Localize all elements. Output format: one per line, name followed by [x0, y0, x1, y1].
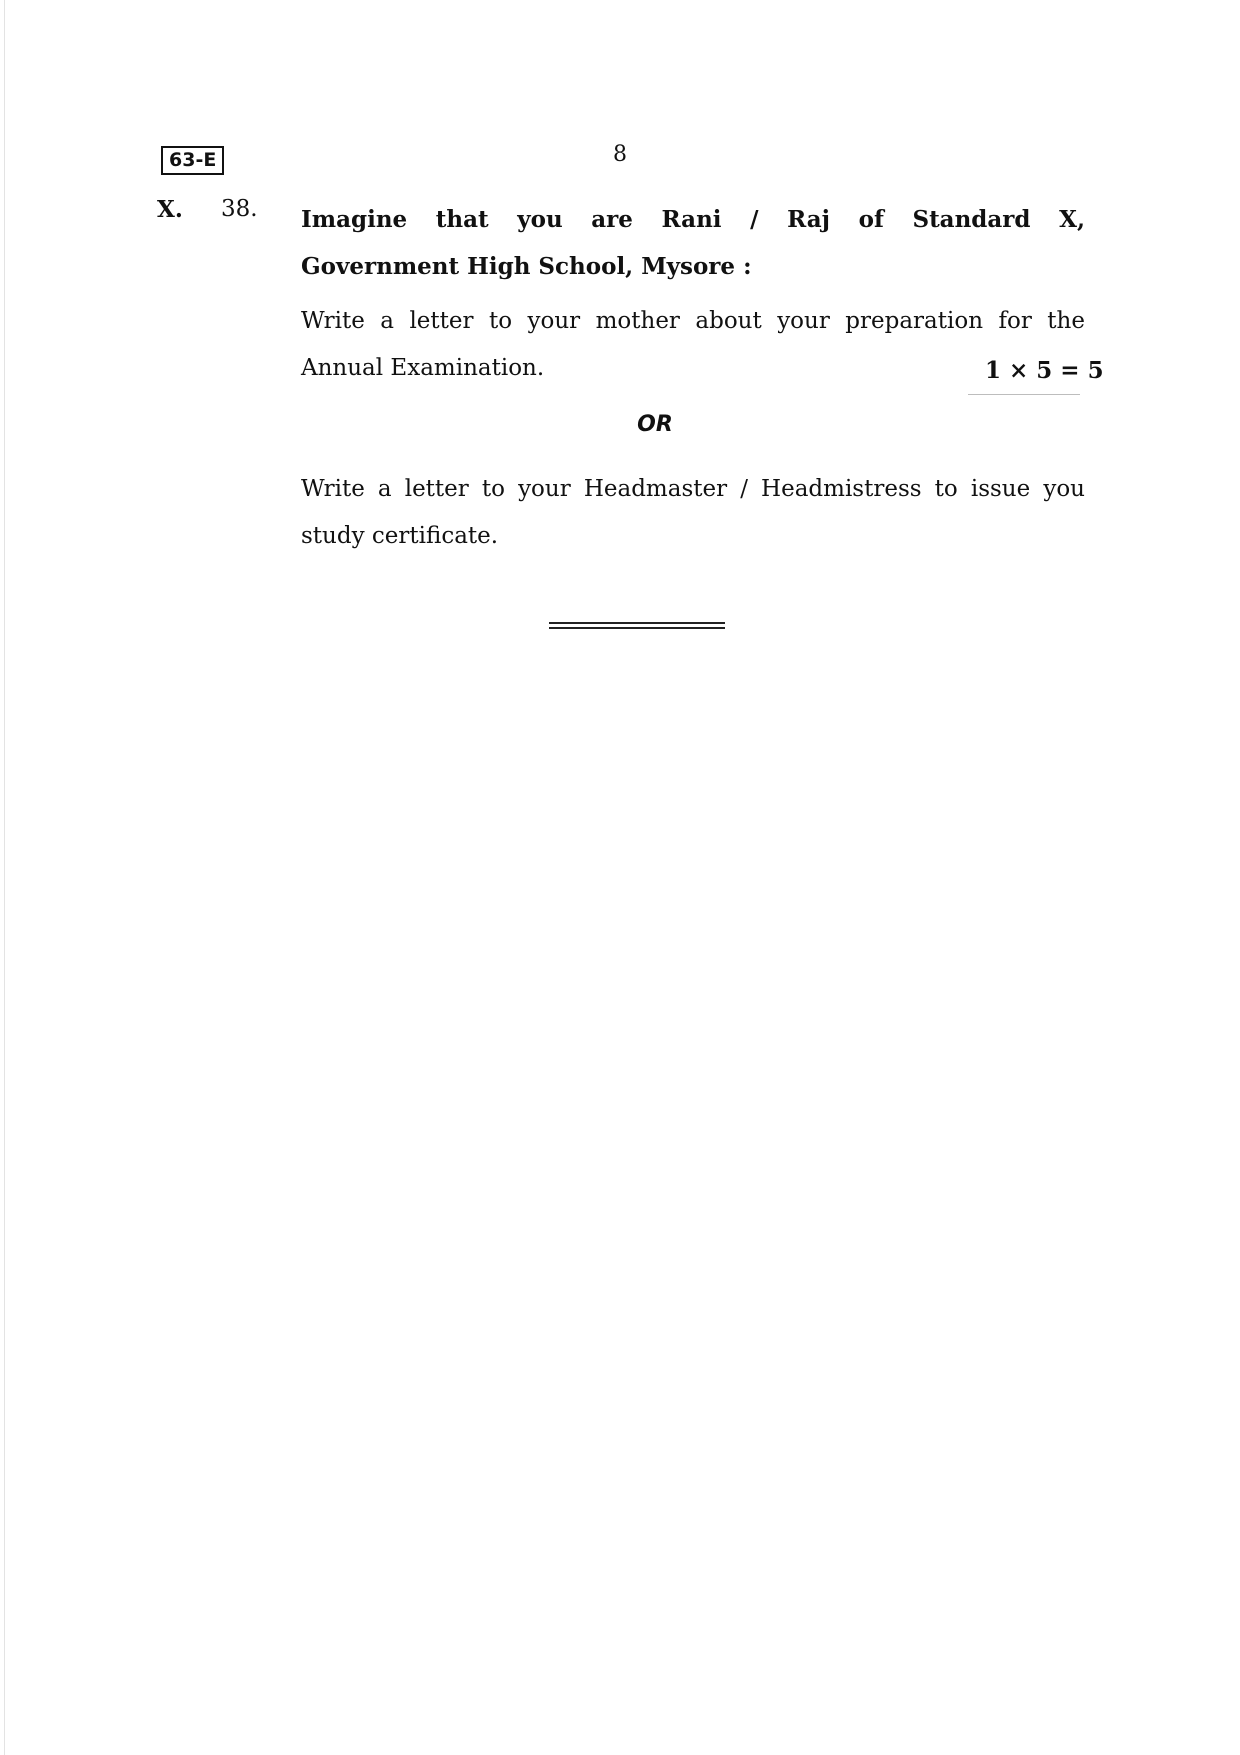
word: Headmistress [761, 476, 922, 502]
word: Rani [661, 206, 722, 233]
question-number: 38. [221, 196, 258, 222]
word: letter [409, 308, 474, 334]
word: issue [970, 476, 1031, 502]
page-number: 8 [613, 142, 627, 167]
option-2-text [301, 466, 1085, 560]
word: Write [301, 476, 365, 502]
word: about [695, 308, 762, 334]
scan-edge [4, 0, 5, 1755]
word: you [517, 206, 563, 233]
word: of [858, 206, 884, 233]
word: your [518, 476, 571, 502]
word: the [1047, 308, 1085, 334]
word: you [1043, 476, 1085, 502]
end-double-rule [549, 622, 725, 629]
marks-label: 1 × 5 = 5 [985, 357, 1104, 384]
prompt-line-1 [301, 196, 1085, 243]
option-2-line-2: study certificate. [301, 523, 499, 549]
word: are [591, 206, 633, 233]
word: / [750, 206, 759, 233]
word: preparation [845, 308, 984, 334]
word: a [377, 476, 392, 502]
word: Write [301, 308, 365, 334]
word: your [527, 308, 581, 334]
option-1-line-2: Annual Examination. [301, 355, 545, 381]
word: to [481, 476, 505, 502]
word: / [740, 476, 748, 502]
word: Imagine [301, 206, 408, 233]
or-separator: OR [637, 412, 673, 437]
word: Raj [787, 206, 831, 233]
word: Headmaster [583, 476, 728, 502]
paper-code-box: 63-E [161, 146, 224, 175]
word: to [488, 308, 513, 334]
word: your [777, 308, 830, 334]
marks-underline [968, 394, 1080, 395]
word: that [435, 206, 489, 233]
word: Standard [912, 206, 1031, 233]
question-prompt [301, 196, 1085, 290]
option-1-text [301, 298, 1085, 392]
prompt-line-2: Government High School, Mysore : [301, 253, 752, 280]
word: to [934, 476, 958, 502]
word: a [380, 308, 394, 334]
section-label: X. [157, 196, 183, 223]
word: X, [1059, 206, 1085, 233]
word: letter [404, 476, 469, 502]
word: for [998, 308, 1032, 334]
word: mother [595, 308, 680, 334]
option-1-line-1 [301, 298, 1085, 345]
option-2-line-1 [301, 466, 1085, 513]
